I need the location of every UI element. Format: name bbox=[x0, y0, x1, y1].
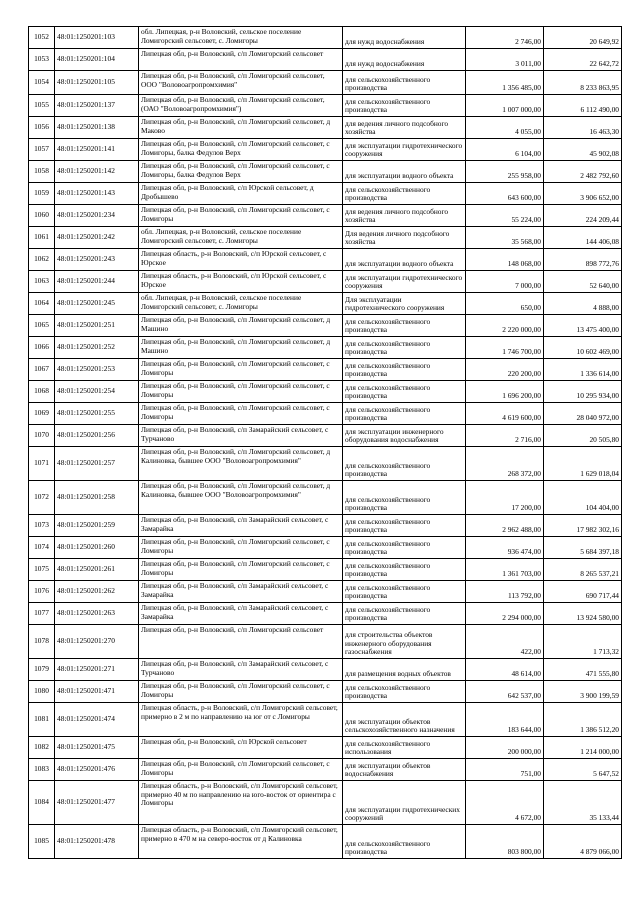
permitted-use-cell: для сельскохозяйственного производства bbox=[343, 603, 466, 625]
cadastral-number-cell: 48:01:1250201:258 bbox=[55, 481, 139, 515]
cadastral-number-cell: 48:01:1250201:262 bbox=[55, 581, 139, 603]
area-cell: 4 619 600,00 bbox=[466, 403, 544, 425]
permitted-use-cell: для сельскохозяйственного производства bbox=[343, 481, 466, 515]
address-cell: Липецкая область, р-н Воловский, с/п Ломигорский сельсовет, примерно в 2 м по направлению на юг от с Ломигоры bbox=[139, 703, 343, 737]
address-cell: Липецкая область, р-н Воловский, с/п Ломигорский сельсовет, примерно 40 м по направлению на юго-восток от ориентира с Ломигоры bbox=[139, 781, 343, 825]
table-row bbox=[29, 659, 622, 681]
permitted-use-cell: для нужд водоснабжения bbox=[343, 49, 466, 71]
cadastral-cost-cell: 8 233 863,95 bbox=[544, 71, 622, 95]
cadastral-cost-cell: 224 209,44 bbox=[544, 205, 622, 227]
permitted-use-cell: для сельскохозяйственного производства bbox=[343, 71, 466, 95]
cadastral-cost-cell: 45 902,08 bbox=[544, 139, 622, 161]
cadastral-number-cell: 48:01:1250201:143 bbox=[55, 183, 139, 205]
address-cell: Липецкая обл, р-н Воловский, с/п Ломигорский сельсовет, с Ломигоры bbox=[139, 559, 343, 581]
address-cell: Липецкая обл, р-н Воловский, с/п Ломигорский сельсовет, с Ломигоры bbox=[139, 359, 343, 381]
cadastral-number-cell: 48:01:1250201:478 bbox=[55, 825, 139, 859]
permitted-use-cell: для строительства объектов инженерного оборудования газоснабжения bbox=[343, 625, 466, 659]
row-number-cell: 1083 bbox=[29, 759, 55, 781]
table-row bbox=[29, 49, 622, 71]
address-cell: Липецкая обл, р-н Воловский, с/п Ломигорский сельсовет, с Ломигоры bbox=[139, 537, 343, 559]
area-cell: 2 220 000,00 bbox=[466, 315, 544, 337]
cadastral-cost-cell: 10 602 469,00 bbox=[544, 337, 622, 359]
cadastral-cost-cell: 2 482 792,60 bbox=[544, 161, 622, 183]
address-cell: Липецкая обл, р-н Воловский, с/п Ломигорский сельсовет, д Машино bbox=[139, 315, 343, 337]
cadastral-number-cell: 48:01:1250201:471 bbox=[55, 681, 139, 703]
permitted-use-cell: для нужд водоснабжения bbox=[343, 27, 466, 49]
permitted-use-cell: Для эксплуатации гидротехнического сооружения bbox=[343, 293, 466, 315]
permitted-use-cell: для сельскохозяйственного производства bbox=[343, 359, 466, 381]
area-cell: 1 696 200,00 bbox=[466, 381, 544, 403]
cadastral-cost-cell: 52 640,00 bbox=[544, 271, 622, 293]
table-row bbox=[29, 681, 622, 703]
area-cell: 1 356 485,00 bbox=[466, 71, 544, 95]
permitted-use-cell: для эксплуатации объектов водоснабжения bbox=[343, 759, 466, 781]
address-cell: Липецкая обл, р-н Воловский, с/п Ломигорский сельсовет, (ОАО "Воловоагропромхимия") bbox=[139, 95, 343, 117]
area-cell: 2 962 488,00 bbox=[466, 515, 544, 537]
land-plots-document bbox=[28, 26, 621, 859]
permitted-use-cell: для размещения водных объектов bbox=[343, 659, 466, 681]
permitted-use-cell: для сельскохозяйственного производства bbox=[343, 315, 466, 337]
row-number-cell: 1066 bbox=[29, 337, 55, 359]
table-row bbox=[29, 737, 622, 759]
address-cell: Липецкая обл, р-н Воловский, с/п Ломигорский сельсовет, с Ломигоры, балка Федулов Верх bbox=[139, 139, 343, 161]
area-cell: 48 614,00 bbox=[466, 659, 544, 681]
area-cell: 6 104,00 bbox=[466, 139, 544, 161]
table-row bbox=[29, 293, 622, 315]
table-row bbox=[29, 117, 622, 139]
cadastral-cost-cell: 1 214 000,00 bbox=[544, 737, 622, 759]
cadastral-number-cell: 48:01:1250201:474 bbox=[55, 703, 139, 737]
row-number-cell: 1060 bbox=[29, 205, 55, 227]
cadastral-number-cell: 48:01:1250201:104 bbox=[55, 49, 139, 71]
cadastral-number-cell: 48:01:1250201:263 bbox=[55, 603, 139, 625]
address-cell: Липецкая обл, р-н Воловский, с/п Юрской сельсовет bbox=[139, 737, 343, 759]
cadastral-cost-cell: 13 475 400,00 bbox=[544, 315, 622, 337]
cadastral-cost-cell: 1 629 018,04 bbox=[544, 447, 622, 481]
address-cell: Липецкая обл, р-н Воловский, с/п Ломигорский сельсовет, д Калиновка, бывшее ООО "Воловоагропромхимия" bbox=[139, 481, 343, 515]
row-number-cell: 1062 bbox=[29, 249, 55, 271]
row-number-cell: 1076 bbox=[29, 581, 55, 603]
area-cell: 4 672,00 bbox=[466, 781, 544, 825]
table-row bbox=[29, 781, 622, 825]
row-number-cell: 1068 bbox=[29, 381, 55, 403]
row-number-cell: 1064 bbox=[29, 293, 55, 315]
address-cell: Липецкая обл, р-н Воловский, с/п Ломигорский сельсовет, с Ломигоры bbox=[139, 403, 343, 425]
permitted-use-cell: для ведения личного подсобного хозяйства bbox=[343, 205, 466, 227]
area-cell: 1 361 703,00 bbox=[466, 559, 544, 581]
address-cell: Липецкая обл, р-н Воловский, с/п Ломигорский сельсовет, с Ломигоры bbox=[139, 681, 343, 703]
address-cell: Липецкая обл, р-н Воловский, с/п Ломигорский сельсовет, с Ломигоры, балка Федулов Верх bbox=[139, 161, 343, 183]
cadastral-number-cell: 48:01:1250201:476 bbox=[55, 759, 139, 781]
address-cell: Липецкая обл, р-н Воловский, с/п Ломигорский сельсовет bbox=[139, 625, 343, 659]
table-row bbox=[29, 559, 622, 581]
area-cell: 183 644,00 bbox=[466, 703, 544, 737]
table-row bbox=[29, 603, 622, 625]
area-cell: 1 007 000,00 bbox=[466, 95, 544, 117]
permitted-use-cell: для сельскохозяйственного производства bbox=[343, 681, 466, 703]
cadastral-number-cell: 48:01:1250201:254 bbox=[55, 381, 139, 403]
row-number-cell: 1081 bbox=[29, 703, 55, 737]
permitted-use-cell: для эксплуатации гидротехнических сооружений bbox=[343, 781, 466, 825]
area-cell: 2 746,00 bbox=[466, 27, 544, 49]
cadastral-cost-cell: 28 040 972,00 bbox=[544, 403, 622, 425]
cadastral-number-cell: 48:01:1250201:477 bbox=[55, 781, 139, 825]
cadastral-number-cell: 48:01:1250201:245 bbox=[55, 293, 139, 315]
row-number-cell: 1079 bbox=[29, 659, 55, 681]
cadastral-cost-cell: 22 642,72 bbox=[544, 49, 622, 71]
cadastral-cost-cell: 13 924 580,00 bbox=[544, 603, 622, 625]
area-cell: 2 716,00 bbox=[466, 425, 544, 447]
area-cell: 3 011,00 bbox=[466, 49, 544, 71]
row-number-cell: 1063 bbox=[29, 271, 55, 293]
area-cell: 17 200,00 bbox=[466, 481, 544, 515]
table-row bbox=[29, 825, 622, 859]
cadastral-number-cell: 48:01:1250201:251 bbox=[55, 315, 139, 337]
cadastral-number-cell: 48:01:1250201:103 bbox=[55, 27, 139, 49]
cadastral-number-cell: 48:01:1250201:257 bbox=[55, 447, 139, 481]
address-cell: Липецкая обл, р-н Воловский, с/п Ломигорский сельсовет, с Ломигоры bbox=[139, 205, 343, 227]
cadastral-number-cell: 48:01:1250201:243 bbox=[55, 249, 139, 271]
row-number-cell: 1075 bbox=[29, 559, 55, 581]
area-cell: 751,00 bbox=[466, 759, 544, 781]
row-number-cell: 1054 bbox=[29, 71, 55, 95]
table-row bbox=[29, 447, 622, 481]
address-cell: Липецкая обл, р-н Воловский, с/п Замарайский сельсовет, с Замарайка bbox=[139, 515, 343, 537]
cadastral-cost-cell: 898 772,76 bbox=[544, 249, 622, 271]
row-number-cell: 1082 bbox=[29, 737, 55, 759]
cadastral-number-cell: 48:01:1250201:256 bbox=[55, 425, 139, 447]
cadastral-cost-cell: 1 386 512,20 bbox=[544, 703, 622, 737]
permitted-use-cell: для сельскохозяйственного производства bbox=[343, 381, 466, 403]
row-number-cell: 1057 bbox=[29, 139, 55, 161]
table-row bbox=[29, 581, 622, 603]
permitted-use-cell: для эксплуатации водного объекта bbox=[343, 249, 466, 271]
cadastral-number-cell: 48:01:1250201:242 bbox=[55, 227, 139, 249]
permitted-use-cell: для сельскохозяйственного производства bbox=[343, 337, 466, 359]
address-cell: Липецкая обл, р-н Воловский, с/п Замарайский сельсовет, с Турчаново bbox=[139, 425, 343, 447]
cadastral-cost-cell: 20 505,80 bbox=[544, 425, 622, 447]
table-row bbox=[29, 271, 622, 293]
row-number-cell: 1065 bbox=[29, 315, 55, 337]
cadastral-cost-cell: 4 888,00 bbox=[544, 293, 622, 315]
row-number-cell: 1073 bbox=[29, 515, 55, 537]
area-cell: 268 372,00 bbox=[466, 447, 544, 481]
address-cell: обл. Липецкая, р-н Воловский, сельское поселение Ломигорский сельсовет, с. Ломигоры bbox=[139, 227, 343, 249]
area-cell: 220 200,00 bbox=[466, 359, 544, 381]
area-cell: 148 068,00 bbox=[466, 249, 544, 271]
area-cell: 55 224,00 bbox=[466, 205, 544, 227]
area-cell: 643 600,00 bbox=[466, 183, 544, 205]
area-cell: 255 958,00 bbox=[466, 161, 544, 183]
cadastral-number-cell: 48:01:1250201:475 bbox=[55, 737, 139, 759]
row-number-cell: 1052 bbox=[29, 27, 55, 49]
cadastral-number-cell: 48:01:1250201:234 bbox=[55, 205, 139, 227]
cadastral-cost-cell: 6 112 490,00 bbox=[544, 95, 622, 117]
cadastral-cost-cell: 690 717,44 bbox=[544, 581, 622, 603]
cadastral-cost-cell: 1 713,32 bbox=[544, 625, 622, 659]
cadastral-number-cell: 48:01:1250201:142 bbox=[55, 161, 139, 183]
area-cell: 422,00 bbox=[466, 625, 544, 659]
table-row bbox=[29, 95, 622, 117]
address-cell: Липецкая область, р-н Воловский, с/п Юрской сельсовет, с Юрское bbox=[139, 271, 343, 293]
table-row bbox=[29, 183, 622, 205]
permitted-use-cell: для сельскохозяйственного производства bbox=[343, 559, 466, 581]
cadastral-cost-cell: 3 900 199,59 bbox=[544, 681, 622, 703]
permitted-use-cell: для сельскохозяйственного производства bbox=[343, 581, 466, 603]
table-row bbox=[29, 227, 622, 249]
address-cell: Липецкая обл, р-н Воловский, с/п Ломигорский сельсовет, д Маково bbox=[139, 117, 343, 139]
table-body bbox=[29, 27, 622, 859]
table-row bbox=[29, 537, 622, 559]
address-cell: Липецкая область, р-н Воловский, с/п Ломигорский сельсовет, примерно в 470 м на северо-восток от д Калиновка bbox=[139, 825, 343, 859]
permitted-use-cell: для сельскохозяйственного производства bbox=[343, 403, 466, 425]
permitted-use-cell: для ведения личного подсобного хозяйства bbox=[343, 117, 466, 139]
permitted-use-cell: для эксплуатации инженерного оборудования водоснабжения bbox=[343, 425, 466, 447]
cadastral-number-cell: 48:01:1250201:271 bbox=[55, 659, 139, 681]
table-row bbox=[29, 625, 622, 659]
permitted-use-cell: для сельскохозяйственного производства bbox=[343, 95, 466, 117]
row-number-cell: 1078 bbox=[29, 625, 55, 659]
address-cell: обл. Липецкая, р-н Воловский, сельское поселение Ломигорский сельсовет, с. Ломигоры bbox=[139, 27, 343, 49]
cadastral-cost-cell: 5 647,52 bbox=[544, 759, 622, 781]
address-cell: Липецкая обл, р-н Воловский, с/п Замарайский сельсовет, с Замарайка bbox=[139, 603, 343, 625]
land-plots-table bbox=[28, 26, 622, 859]
address-cell: Липецкая обл, р-н Воловский, с/п Юрской сельсовет, д Дробышево bbox=[139, 183, 343, 205]
permitted-use-cell: для сельскохозяйственного производства bbox=[343, 537, 466, 559]
cadastral-number-cell: 48:01:1250201:255 bbox=[55, 403, 139, 425]
table-row bbox=[29, 27, 622, 49]
table-row bbox=[29, 759, 622, 781]
cadastral-cost-cell: 20 649,92 bbox=[544, 27, 622, 49]
row-number-cell: 1072 bbox=[29, 481, 55, 515]
address-cell: Липецкая обл, р-н Воловский, с/п Ломигорский сельсовет, с Ломигоры bbox=[139, 759, 343, 781]
area-cell: 2 294 000,00 bbox=[466, 603, 544, 625]
table-row bbox=[29, 315, 622, 337]
cadastral-number-cell: 48:01:1250201:252 bbox=[55, 337, 139, 359]
address-cell: Липецкая обл, р-н Воловский, с/п Ломигорский сельсовет, с Ломигоры bbox=[139, 381, 343, 403]
area-cell: 35 568,00 bbox=[466, 227, 544, 249]
address-cell: Липецкая обл, р-н Воловский, с/п Замарайский сельсовет, с Турчаново bbox=[139, 659, 343, 681]
table-row bbox=[29, 425, 622, 447]
cadastral-cost-cell: 5 684 397,18 bbox=[544, 537, 622, 559]
table-row bbox=[29, 515, 622, 537]
area-cell: 4 055,00 bbox=[466, 117, 544, 139]
permitted-use-cell: для эксплуатации объектов сельскохозяйственного назначения bbox=[343, 703, 466, 737]
area-cell: 7 000,00 bbox=[466, 271, 544, 293]
row-number-cell: 1070 bbox=[29, 425, 55, 447]
table-row bbox=[29, 139, 622, 161]
row-number-cell: 1077 bbox=[29, 603, 55, 625]
cadastral-number-cell: 48:01:1250201:261 bbox=[55, 559, 139, 581]
cadastral-number-cell: 48:01:1250201:138 bbox=[55, 117, 139, 139]
table-row bbox=[29, 71, 622, 95]
table-row bbox=[29, 359, 622, 381]
address-cell: Липецкая обл, р-н Воловский, с/п Ломигорский сельсовет, д Калиновка, бывшее ООО "Воловоагропромхимия" bbox=[139, 447, 343, 481]
cadastral-number-cell: 48:01:1250201:253 bbox=[55, 359, 139, 381]
cadastral-number-cell: 48:01:1250201:105 bbox=[55, 71, 139, 95]
address-cell: Липецкая обл, р-н Воловский, с/п Ломигорский сельсовет bbox=[139, 49, 343, 71]
permitted-use-cell: для сельскохозяйственного производства bbox=[343, 447, 466, 481]
address-cell: Липецкая обл, р-н Воловский, с/п Замарайский сельсовет, с Замарайка bbox=[139, 581, 343, 603]
cadastral-cost-cell: 35 133,44 bbox=[544, 781, 622, 825]
cadastral-cost-cell: 17 982 302,16 bbox=[544, 515, 622, 537]
row-number-cell: 1085 bbox=[29, 825, 55, 859]
cadastral-number-cell: 48:01:1250201:137 bbox=[55, 95, 139, 117]
cadastral-number-cell: 48:01:1250201:270 bbox=[55, 625, 139, 659]
table-row bbox=[29, 381, 622, 403]
permitted-use-cell: для сельскохозяйственного производства bbox=[343, 515, 466, 537]
table-row bbox=[29, 249, 622, 271]
cadastral-cost-cell: 4 879 066,00 bbox=[544, 825, 622, 859]
row-number-cell: 1069 bbox=[29, 403, 55, 425]
permitted-use-cell: для сельскохозяйственного использования bbox=[343, 737, 466, 759]
cadastral-cost-cell: 471 555,80 bbox=[544, 659, 622, 681]
area-cell: 650,00 bbox=[466, 293, 544, 315]
cadastral-cost-cell: 144 406,08 bbox=[544, 227, 622, 249]
cadastral-number-cell: 48:01:1250201:260 bbox=[55, 537, 139, 559]
cadastral-number-cell: 48:01:1250201:259 bbox=[55, 515, 139, 537]
table-row bbox=[29, 403, 622, 425]
cadastral-number-cell: 48:01:1250201:141 bbox=[55, 139, 139, 161]
address-cell: обл. Липецкая, р-н Воловский, сельское поселение Ломигорский сельсовет, с. Ломигоры bbox=[139, 293, 343, 315]
row-number-cell: 1058 bbox=[29, 161, 55, 183]
cadastral-cost-cell: 1 336 614,00 bbox=[544, 359, 622, 381]
cadastral-number-cell: 48:01:1250201:244 bbox=[55, 271, 139, 293]
row-number-cell: 1053 bbox=[29, 49, 55, 71]
permitted-use-cell: для сельскохозяйственного производства bbox=[343, 825, 466, 859]
cadastral-cost-cell: 16 463,30 bbox=[544, 117, 622, 139]
table-row bbox=[29, 481, 622, 515]
area-cell: 803 800,00 bbox=[466, 825, 544, 859]
permitted-use-cell: для эксплуатации гидротехнического сооружения bbox=[343, 271, 466, 293]
row-number-cell: 1056 bbox=[29, 117, 55, 139]
permitted-use-cell: Для ведения личного подсобного хозяйства bbox=[343, 227, 466, 249]
row-number-cell: 1055 bbox=[29, 95, 55, 117]
permitted-use-cell: для эксплуатации гидротехнического сооружения bbox=[343, 139, 466, 161]
permitted-use-cell: для эксплуатации водного объекта bbox=[343, 161, 466, 183]
row-number-cell: 1067 bbox=[29, 359, 55, 381]
row-number-cell: 1061 bbox=[29, 227, 55, 249]
address-cell: Липецкая обл, р-н Воловский, с/п Ломигорский сельсовет, д Машино bbox=[139, 337, 343, 359]
area-cell: 200 000,00 bbox=[466, 737, 544, 759]
row-number-cell: 1071 bbox=[29, 447, 55, 481]
cadastral-cost-cell: 3 906 652,00 bbox=[544, 183, 622, 205]
cadastral-cost-cell: 8 265 537,21 bbox=[544, 559, 622, 581]
area-cell: 936 474,00 bbox=[466, 537, 544, 559]
address-cell: Липецкая область, р-н Воловский, с/п Юрской сельсовет, с Юрское bbox=[139, 249, 343, 271]
table-row bbox=[29, 205, 622, 227]
area-cell: 1 746 700,00 bbox=[466, 337, 544, 359]
row-number-cell: 1074 bbox=[29, 537, 55, 559]
table-row bbox=[29, 161, 622, 183]
row-number-cell: 1080 bbox=[29, 681, 55, 703]
cadastral-cost-cell: 10 295 934,00 bbox=[544, 381, 622, 403]
permitted-use-cell: для сельскохозяйственного производства bbox=[343, 183, 466, 205]
area-cell: 113 792,00 bbox=[466, 581, 544, 603]
table-row bbox=[29, 703, 622, 737]
table-row bbox=[29, 337, 622, 359]
cadastral-cost-cell: 104 404,00 bbox=[544, 481, 622, 515]
row-number-cell: 1059 bbox=[29, 183, 55, 205]
address-cell: Липецкая обл, р-н Воловский, с/п Ломигорский сельсовет, ООО "Воловоагропромхимия" bbox=[139, 71, 343, 95]
area-cell: 642 537,00 bbox=[466, 681, 544, 703]
row-number-cell: 1084 bbox=[29, 781, 55, 825]
